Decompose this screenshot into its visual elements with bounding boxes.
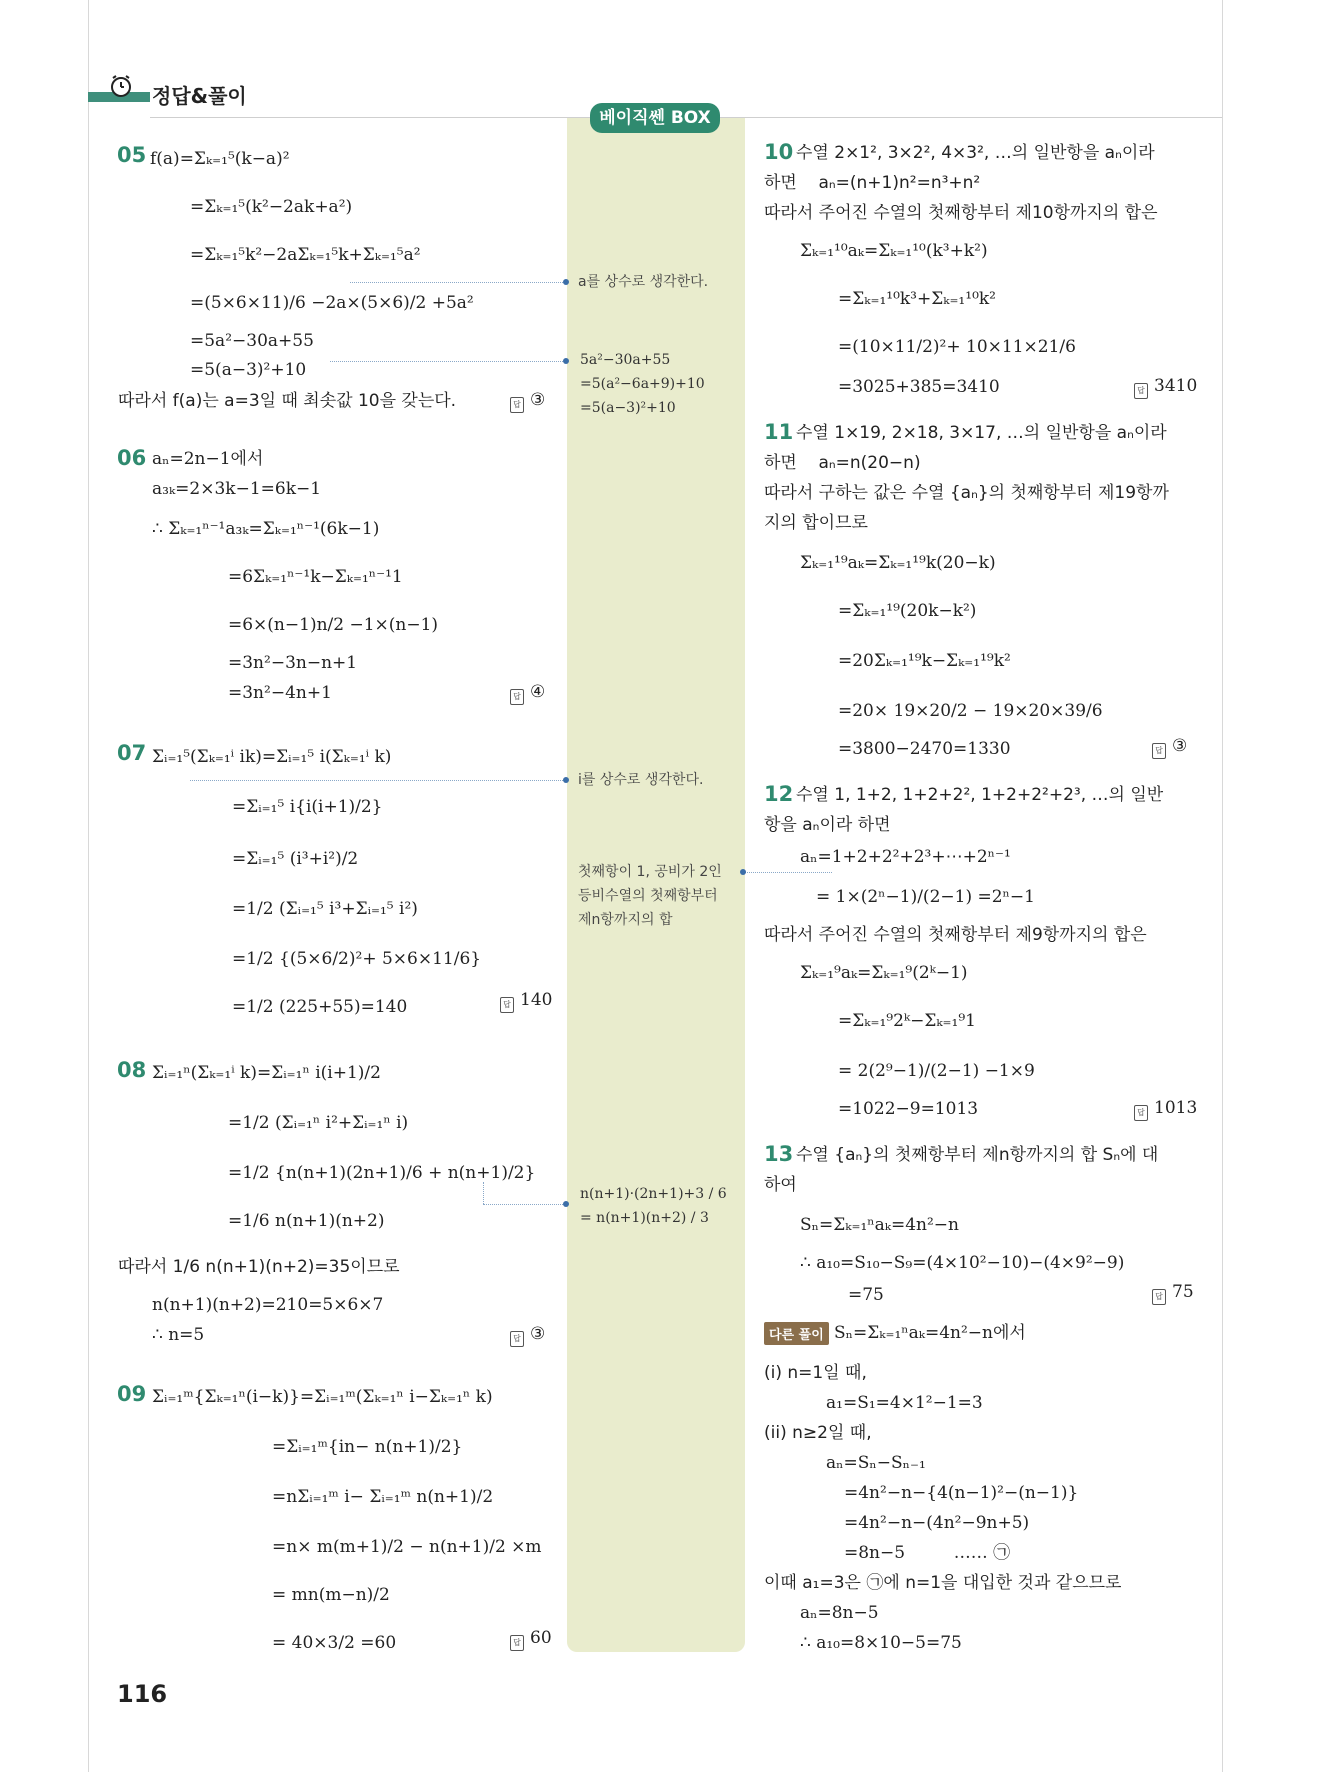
solution-line: =3800−2470=1330 [838, 739, 1011, 759]
connector-dot [740, 869, 746, 875]
solution-line: =Σₖ₌₁¹⁰k³+Σₖ₌₁¹⁰k² [838, 289, 996, 309]
solution-line: n(n+1)(n+2)=210=5×6×7 [152, 1295, 384, 1315]
problem-number: 05 [117, 143, 147, 167]
answer: 답 ③ [1152, 736, 1187, 759]
answer-icon: 답 [1152, 1289, 1166, 1305]
solution-line: =1/2 (225+55)=140 [232, 997, 408, 1017]
alarm-clock-icon [109, 74, 133, 98]
alt-solution-line: aₙ=Sₙ−Sₙ₋₁ [826, 1453, 926, 1473]
solution-line: = mn(m−n)/2 [272, 1585, 390, 1605]
solution-line: ∴ n=5 [152, 1325, 205, 1345]
solution-line: aₙ=1+2+2²+2³+⋯+2ⁿ⁻¹ [800, 847, 1011, 867]
box-note-factor: n(n+1)·(2n+1)+3 / 6 = n(n+1)(n+2) / 3 [580, 1186, 727, 1226]
solution-line: 따라서 구하는 값은 수열 {aₙ}의 첫째항부터 제19항까 [764, 483, 1169, 503]
solution-line: =6Σₖ₌₁ⁿ⁻¹k−Σₖ₌₁ⁿ⁻¹1 [228, 567, 403, 587]
problem-number: 08 [117, 1058, 147, 1082]
alt-solution-line: =4n²−n−(4n²−9n+5) [844, 1513, 1030, 1533]
solution-line: =1/6 n(n+1)(n+2) [228, 1211, 385, 1231]
alt-solution-line: aₙ=8n−5 [800, 1603, 879, 1623]
answer: 답 ④ [510, 682, 545, 705]
answer-icon: 답 [1152, 743, 1166, 759]
solution-line: Σₖ₌₁⁹aₖ=Σₖ₌₁⁹(2ᵏ−1) [800, 963, 968, 983]
solution-line: =75 [848, 1285, 884, 1305]
connector-dot [563, 279, 569, 285]
solution-line: =Σₖ₌₁⁵(k²−2ak+a²) [190, 197, 353, 217]
solution-conclusion: 따라서 f(a)는 a=3일 때 최솟값 10을 갖는다. [118, 391, 457, 411]
solution-line: =Σₖ₌₁¹⁹(20k−k²) [838, 601, 977, 621]
answer: 답 75 [1152, 1282, 1194, 1305]
solution-line: 지의 합이므로 [764, 513, 868, 533]
alt-solution-line: ∴ a₁₀=8×10−5=75 [800, 1633, 962, 1653]
solution-line: =20Σₖ₌₁¹⁹k−Σₖ₌₁¹⁹k² [838, 651, 1011, 671]
solution-line: 항을 aₙ이라 하면 [764, 815, 891, 835]
problem-number: 09 [117, 1382, 147, 1406]
alt-solution-line: =4n²−n−{4(n−1)²−(n−1)} [844, 1483, 1079, 1503]
connector-07 [190, 780, 565, 781]
solution-line: 따라서 주어진 수열의 첫째항부터 제9항까지의 합은 [764, 925, 1147, 945]
alt-solution-line: =8n−5 …… ㉠ [844, 1543, 1011, 1563]
solution-line: Σᵢ₌₁⁵(Σₖ₌₁ⁱ ik)=Σᵢ₌₁⁵ i(Σₖ₌₁ⁱ k) [152, 747, 392, 767]
answer-icon: 답 [1134, 383, 1148, 399]
solution-line: 따라서 주어진 수열의 첫째항부터 제10항까지의 합은 [764, 203, 1158, 223]
box-note-square-complete: 5a²−30a+55 =5(a²−6a+9)+10 =5(a−3)²+10 [580, 352, 705, 416]
solution-line: 하여 [764, 1175, 797, 1195]
answer: 답 3410 [1134, 376, 1197, 399]
alt-solution-line: Sₙ=Σₖ₌₁ⁿaₖ=4n²−n에서 [834, 1323, 1026, 1343]
solution-line: =20× 19×20/2 − 19×20×39/6 [838, 701, 1103, 721]
connector-dot [563, 358, 569, 364]
answer: 답 ③ [510, 390, 545, 413]
problem-number: 10 [764, 140, 794, 164]
solution-line: =Σᵢ₌₁⁵ i{i(i+1)/2} [232, 797, 383, 817]
basic-box-tab: 베이직쎈 BOX [590, 103, 720, 133]
answer: 답 60 [510, 1628, 552, 1651]
page-number: 116 [117, 1680, 168, 1708]
solution-line: =Σₖ₌₁⁵k²−2aΣₖ₌₁⁵k+Σₖ₌₁⁵a² [190, 245, 421, 265]
solution-line: = 40×3/2 =60 [272, 1633, 397, 1653]
alt-solution-line: (ii) n≥2일 때, [764, 1423, 872, 1443]
solution-line: =3025+385=3410 [838, 377, 1000, 397]
solution-line: =Σᵢ₌₁ᵐ{in− n(n+1)/2} [272, 1437, 463, 1457]
solution-line: 수열 2×1², 3×2², 4×3², …의 일반항을 aₙ이라 [796, 143, 1155, 163]
page-frame-right [1222, 0, 1223, 1772]
solution-line: =(5×6×11)/6 −2a×(5×6)/2 +5a² [190, 293, 474, 313]
answer-icon: 답 [510, 1635, 524, 1651]
solution-line: =1/2 {(5×6/2)²+ 5×6×11/6} [232, 949, 482, 969]
answer-icon: 답 [500, 997, 514, 1013]
solution-line: Σₖ₌₁¹⁹aₖ=Σₖ₌₁¹⁹k(20−k) [800, 553, 996, 573]
solution-line: = 1×(2ⁿ−1)/(2−1) =2ⁿ−1 [816, 887, 1035, 907]
solution-line: 하면 aₙ=(n+1)n²=n³+n² [764, 173, 981, 193]
solution-line: a₃ₖ=2×3k−1=6k−1 [152, 479, 322, 499]
solution-line: Σᵢ₌₁ᵐ{Σₖ₌₁ⁿ(i−k)}=Σᵢ₌₁ᵐ(Σₖ₌₁ⁿ i−Σₖ₌₁ⁿ k) [152, 1387, 493, 1407]
answer-icon: 답 [1134, 1105, 1148, 1121]
solution-line: =1/2 {n(n+1)(2n+1)/6 + n(n+1)/2} [228, 1163, 536, 1183]
solution-line: ∴ Σₖ₌₁ⁿ⁻¹a₃ₖ=Σₖ₌₁ⁿ⁻¹(6k−1) [152, 519, 380, 539]
alt-solution-line: 이때 a₁=3은 ㉠에 n=1을 대입한 것과 같으므로 [764, 1573, 1122, 1593]
problem-number: 07 [117, 741, 147, 765]
page-frame-left [88, 0, 89, 1772]
connector-12 [742, 872, 832, 873]
answer-icon: 답 [510, 1331, 524, 1347]
problem-number: 06 [117, 446, 147, 470]
solution-line: =Σₖ₌₁⁹2ᵏ−Σₖ₌₁⁹1 [838, 1011, 976, 1031]
box-note-constant-a: a를 상수로 생각한다. [578, 274, 709, 290]
solution-line: 수열 {aₙ}의 첫째항부터 제n항까지의 합 Sₙ에 대 [796, 1145, 1159, 1165]
solution-line: 수열 1, 1+2, 1+2+2², 1+2+2²+2³, …의 일반 [796, 785, 1164, 805]
solution-line: Σₖ₌₁¹⁰aₖ=Σₖ₌₁¹⁰(k³+k²) [800, 241, 988, 261]
alternative-solution-tag: 다른 풀이 [764, 1322, 829, 1345]
answer-icon: 답 [510, 397, 524, 413]
alt-solution-line: (i) n=1일 때, [764, 1363, 867, 1383]
solution-line: = 2(2⁹−1)/(2−1) −1×9 [838, 1061, 1035, 1081]
solution-line: Sₙ=Σₖ₌₁ⁿaₖ=4n²−n [800, 1215, 959, 1235]
box-note-constant-i: i를 상수로 생각한다. [578, 772, 704, 788]
solution-line: =1/2 (Σᵢ₌₁ⁿ i²+Σᵢ₌₁ⁿ i) [228, 1113, 409, 1133]
solution-line: 수열 1×19, 2×18, 3×17, …의 일반항을 aₙ이라 [796, 423, 1167, 443]
problem-number: 12 [764, 782, 794, 806]
problem-number: 13 [764, 1142, 794, 1166]
answer-icon: 답 [510, 689, 524, 705]
solution-line: 하면 aₙ=n(20−n) [764, 453, 921, 473]
solution-line: =3n²−3n−n+1 [228, 653, 358, 673]
connector-08 [483, 1204, 565, 1205]
box-note-geometric-sum: 첫째항이 1, 공비가 2인 등비수열의 첫째항부터 제n항까지의 합 [578, 864, 722, 928]
problem-number: 11 [764, 420, 794, 444]
solution-line: =5a²−30a+55 [190, 331, 314, 351]
connector-05a [350, 282, 565, 283]
answer: 답 1013 [1134, 1098, 1197, 1121]
solution-line: =1/2 (Σᵢ₌₁⁵ i³+Σᵢ₌₁⁵ i²) [232, 899, 418, 919]
solution-line: 따라서 1/6 n(n+1)(n+2)=35이므로 [118, 1257, 400, 1277]
alt-solution-line: a₁=S₁=4×1²−1=3 [826, 1393, 983, 1413]
solution-line: f(a)=Σₖ₌₁⁵(k−a)² [150, 149, 290, 169]
solution-line: =n× m(m+1)/2 − n(n+1)/2 ×m [272, 1537, 542, 1557]
solution-line: ∴ a₁₀=S₁₀−S₉=(4×10²−10)−(4×9²−9) [800, 1253, 1125, 1273]
solution-line: =1022−9=1013 [838, 1099, 979, 1119]
solution-line: =5(a−3)²+10 [190, 360, 307, 380]
solution-line: aₙ=2n−1에서 [152, 449, 264, 469]
answer: 답 140 [500, 990, 552, 1013]
connector-dot [563, 1201, 569, 1207]
solution-line: =nΣᵢ₌₁ᵐ i− Σᵢ₌₁ᵐ n(n+1)/2 [272, 1487, 494, 1507]
solution-line: Σᵢ₌₁ⁿ(Σₖ₌₁ⁱ k)=Σᵢ₌₁ⁿ i(i+1)/2 [152, 1063, 381, 1083]
solution-line: =Σᵢ₌₁⁵ (i³+i²)/2 [232, 849, 359, 869]
connector-dot [563, 777, 569, 783]
solution-line: =3n²−4n+1 [228, 683, 332, 703]
solution-line: =6×(n−1)n/2 −1×(n−1) [228, 615, 439, 635]
answer: 답 ③ [510, 1324, 545, 1347]
connector-05b [330, 361, 565, 362]
section-title: 정답&풀이 [152, 84, 247, 108]
solution-line: =(10×11/2)²+ 10×11×21/6 [838, 337, 1076, 357]
